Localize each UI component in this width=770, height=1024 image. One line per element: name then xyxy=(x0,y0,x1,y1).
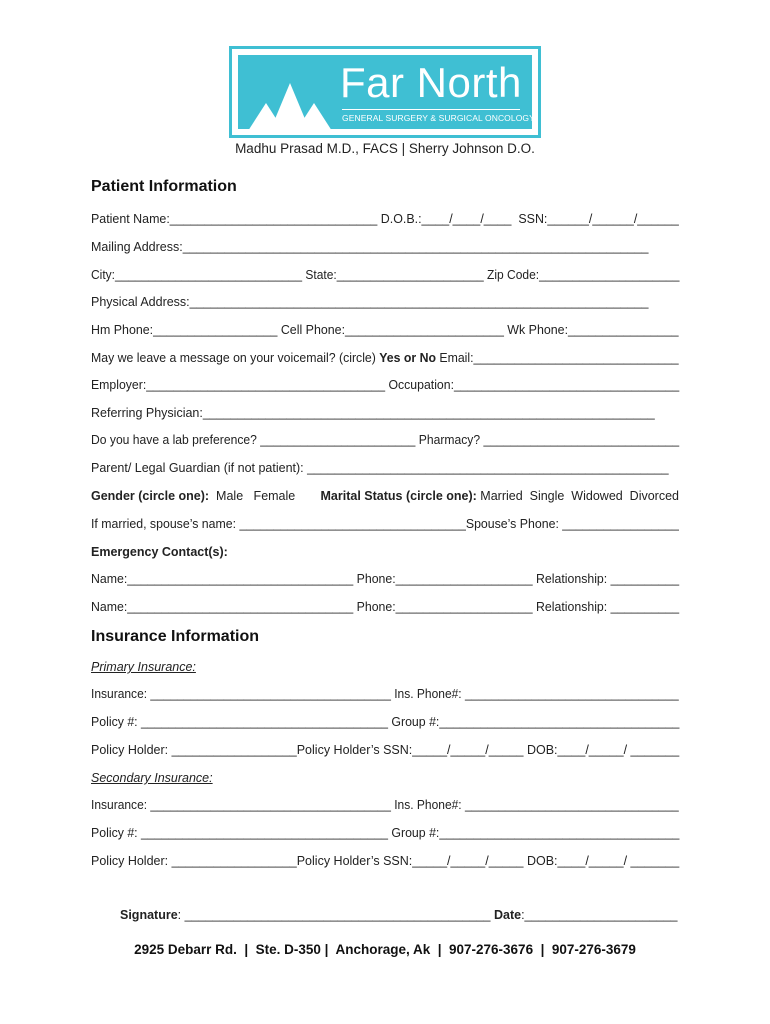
spouse-line[interactable]: If married, spouse’s name: _________________________________Spouse’s Phone: _________________ xyxy=(91,517,679,531)
mountain-peaks-icon xyxy=(248,75,334,131)
logo-divider xyxy=(342,109,520,110)
mailing-address-line[interactable]: Mailing Address:___________________________________________________________________ xyxy=(91,240,649,254)
secondary-insurance-line[interactable]: Insurance: ____________________________________ Ins. Phone#: ________________________________ xyxy=(91,798,679,812)
phone-numbers-line[interactable]: Hm Phone:__________________ Cell Phone:_______________________ Wk Phone:________________ xyxy=(91,323,679,337)
patient-name-dob-ssn-line[interactable]: Patient Name:______________________________ D.O.B.:____/____/____ SSN:______/______/______ xyxy=(91,212,679,226)
employer-occupation-line[interactable]: Employer:___________________________________ Occupation:_________________________________ xyxy=(91,378,680,392)
doctor-names: Madhu Prasad M.D., FACS | Sherry Johnson D.O. xyxy=(235,141,535,156)
logo-tagline: GENERAL SURGERY & SURGICAL ONCOLOGY xyxy=(342,113,535,123)
logo-panel xyxy=(238,55,535,129)
patient-information-heading: Patient Information xyxy=(91,178,237,195)
footer-address: 2925 Debarr Rd. | Ste. D-350 | Anchorage, Ak | 907-276-3676 | 907-276-3679 xyxy=(134,942,636,957)
date-label: Date xyxy=(493,908,522,922)
emergency-contact-line[interactable]: Name:_________________________________ Phone:____________________ Relationship: __________ xyxy=(91,572,680,586)
secondary-policy-holder-line[interactable]: Policy Holder: __________________Policy Holder’s SSN:_____/_____/_____ DOB:____/_____/ _______ xyxy=(91,854,680,868)
marital-status-options[interactable]: Married Single Widowed Divorced xyxy=(480,489,679,503)
primary-policy-line[interactable]: Policy #: ____________________________________ Group #:___________________________________ xyxy=(91,715,680,729)
physical-address-line[interactable]: Physical Address:__________________________________________________________________ xyxy=(91,295,649,309)
secondary-insurance-label: Secondary Insurance: xyxy=(91,771,213,785)
signature-line[interactable]: Signature: ____________________________________________ Date:______________________ xyxy=(120,908,678,922)
far-north-logo xyxy=(229,46,541,138)
emergency-contacts-label: Emergency Contact(s): xyxy=(91,545,228,559)
emergency-contact-line[interactable]: Name:_________________________________ Phone:____________________ Relationship: __________ xyxy=(91,600,680,614)
primary-insurance-line[interactable]: Insurance: ____________________________________ Ins. Phone#: ________________________________ xyxy=(91,687,679,701)
voicemail-email-line[interactable]: May we leave a message on your voicemail? (circle) Yes or No Email:______________________________ xyxy=(91,351,679,365)
insurance-information-heading: Insurance Information xyxy=(91,628,260,645)
city-state-zip-line[interactable]: City:____________________________ State:______________________ Zip Code:_____________________ xyxy=(91,268,680,282)
secondary-policy-line[interactable]: Policy #: ____________________________________ Group #:___________________________________ xyxy=(91,826,680,840)
referring-physician-line[interactable]: Referring Physician:_________________________________________________________________ xyxy=(91,406,655,420)
primary-policy-holder-line[interactable]: Policy Holder: __________________Policy Holder’s SSN:_____/_____/_____ DOB:____/_____/ _______ xyxy=(91,743,680,757)
yes-or-no-option[interactable]: Yes or No xyxy=(379,351,436,365)
marital-status-label: Marital Status (circle one): xyxy=(320,489,477,503)
signature-label: Signature xyxy=(120,908,178,922)
guardian-line[interactable]: Parent/ Legal Guardian (if not patient): ____________________________________________________ xyxy=(91,461,669,475)
gender-options[interactable]: Male Female xyxy=(216,489,296,503)
logo-brand-name: Far North xyxy=(340,59,522,106)
gender-label: Gender (circle one): xyxy=(91,489,210,503)
primary-insurance-label: Primary Insurance: xyxy=(91,660,196,674)
gender-marital-line xyxy=(91,489,679,503)
lab-pharmacy-line[interactable]: Do you have a lab preference? _______________________ Pharmacy? _____________________________ xyxy=(91,433,680,447)
